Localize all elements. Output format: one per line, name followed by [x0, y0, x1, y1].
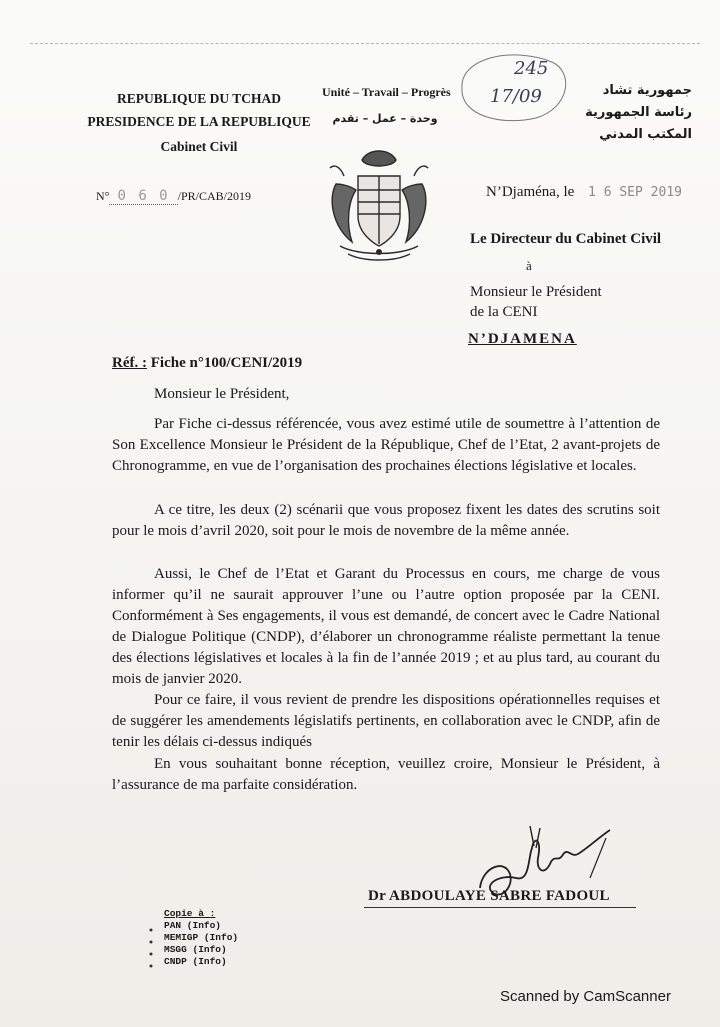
- sender-title: Le Directeur du Cabinet Civil: [470, 231, 662, 247]
- scanner-watermark: Scanned by CamScanner: [500, 988, 671, 1005]
- paragraph-1: [112, 414, 660, 477]
- salutation: Monsieur le Président,: [154, 386, 290, 402]
- paragraph-4: [112, 690, 660, 753]
- reference-suffix: /PR/CAB/2019: [177, 189, 251, 203]
- date-stamp: 1 6 SEP 2019: [588, 185, 682, 200]
- country-name: REPUBLIQUE DU TCHAD: [116, 91, 282, 106]
- copies-block: [164, 908, 238, 968]
- ref-line: [112, 355, 302, 372]
- paragraph-5-text: En vous souhaitant bonne réception, veuillez croire, Monsieur le Président, à l’assurance de ma parfaite considération.: [112, 756, 660, 793]
- paragraph-5: [112, 754, 660, 796]
- ref-value: Fiche n°100/CENI/2019: [150, 355, 303, 371]
- cabinet-name: Cabinet Civil: [160, 139, 238, 154]
- handwritten-registration: [452, 48, 574, 124]
- header-right-arabic: [560, 80, 692, 146]
- paragraph-3: [112, 564, 660, 690]
- paragraph-4-text: Pour ce faire, il vous revient de prendre les dispositions opérationnelles requises et de suggérer les amendements législatifs pertinents, en collaboration avec le CNDP, afin de tenir les délais ci-dessus indiqués: [112, 692, 660, 750]
- reference-number: [96, 188, 251, 204]
- date-place: N’Djaména, le: [486, 184, 575, 200]
- presidency-name: PRESIDENCE DE LA REPUBLIQUE: [87, 114, 311, 129]
- header-left-block: [70, 88, 328, 160]
- date-line: [486, 184, 682, 201]
- country-name-arabic: جمهورية تشاد: [602, 83, 692, 98]
- paragraph-2-text: A ce titre, les deux (2) scénarii que vous proposez fixent les dates des scrutins soit pour le mois d’avril 2020, soit pour le mois de novembre de la même année.: [112, 502, 660, 539]
- bullet-dots-icon: [148, 920, 154, 968]
- signatory-name: Dr ABDOULAYE SABRE FADOUL: [368, 888, 610, 904]
- ref-label: Réf. :: [112, 355, 147, 371]
- paragraph-1-text: Par Fiche ci-dessus référencée, vous avez estimé utile de soumettre à l’attention de Son Excellence Monsieur le Président de la République, Chef de l’Etat, 2 avant-projets de Chronogramme, en vue de l’organisation des prochaines élections législative et locales.: [112, 416, 660, 474]
- cabinet-name-arabic: المكتب المدني: [599, 127, 692, 142]
- recipient-title: Monsieur le Président: [470, 284, 602, 300]
- copy-item: MEMIGP (Info): [164, 932, 239, 943]
- recipient-city: N’DJAMENA: [468, 331, 577, 347]
- copy-item: MSGG (Info): [164, 944, 227, 955]
- signatory-underline: [364, 907, 636, 908]
- copies-title: Copie à :: [164, 908, 216, 919]
- recipient-block: [470, 282, 602, 322]
- addressee-to: à: [526, 258, 532, 273]
- presidency-name-arabic: رئاسة الجمهورية: [585, 105, 692, 120]
- top-border-line: [30, 43, 700, 44]
- motto-arabic: وحدة – عمل – تقدم: [332, 112, 438, 125]
- handwritten-date: 17/09: [490, 86, 542, 107]
- handwritten-number: 245: [514, 58, 549, 79]
- copy-item: PAN (Info): [164, 920, 222, 931]
- reference-prefix: N°: [96, 189, 110, 203]
- copy-item: CNDP (Info): [164, 956, 227, 967]
- paragraph-2: [112, 500, 660, 542]
- reference-digits: 0 6 0: [109, 188, 177, 205]
- coat-of-arms-icon: [318, 146, 440, 270]
- motto-french: Unité – Travail – Progrès: [322, 85, 451, 99]
- recipient-org: de la CENI: [470, 304, 538, 320]
- copies-bullets: [148, 920, 154, 968]
- coat-of-arms: [318, 146, 440, 270]
- paragraph-3-text: Aussi, le Chef de l’Etat et Garant du Processus en cours, me charge de vous informer qu’il ne saurait approuver l’une ou l’autre option proposée par la CENI. Conformément à Ses engagements, il vous est demandé, de concert avec le Cadre National de Dialogue Politique (CNDP), d’élaborer un chronogramme réaliste permettant la tenue des élections législatives et locales à la fin de l’année 2019 ; et au plus tard, au courant du mois de janvier 2020.: [112, 566, 660, 687]
